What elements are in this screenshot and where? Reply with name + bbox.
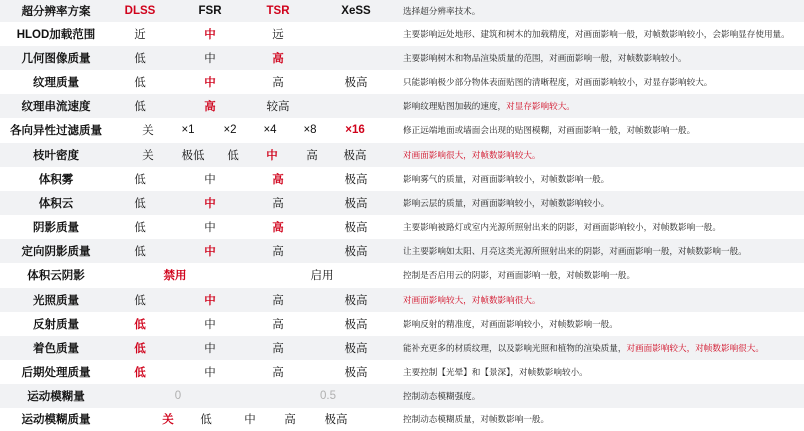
setting-description bbox=[403, 366, 588, 378]
setting-option[interactable]: 关 bbox=[162, 414, 174, 426]
setting-option[interactable]: 中 bbox=[204, 174, 216, 186]
setting-label: 光照质量 bbox=[33, 295, 79, 307]
setting-description bbox=[403, 221, 721, 233]
description-segment: 影响纹理贴图加载的速度， bbox=[403, 101, 507, 111]
setting-label: 反射质量 bbox=[33, 319, 79, 331]
description-segment: 控制动态模糊强度。 bbox=[403, 391, 481, 401]
description-segment: 对画面影响较大，对帧数影响很大。 bbox=[626, 343, 764, 353]
setting-label: 着色质量 bbox=[33, 343, 79, 355]
setting-option[interactable]: 低 bbox=[134, 222, 146, 234]
setting-option[interactable]: 关 bbox=[142, 150, 154, 162]
description-segment: 主要影响被路灯或室内光源所照射出来的阴影，对画面影响较小，对帧数影响一般。 bbox=[403, 222, 721, 232]
setting-option[interactable]: 低 bbox=[227, 150, 239, 162]
setting-description bbox=[403, 52, 687, 64]
setting-description bbox=[403, 318, 618, 330]
setting-option[interactable]: 近 bbox=[134, 29, 146, 41]
setting-option[interactable]: 低 bbox=[200, 414, 212, 426]
setting-option[interactable]: 极高 bbox=[343, 150, 367, 162]
description-segment: 影响反射的精准度，对画面影响较小，对帧数影响一般。 bbox=[403, 319, 618, 329]
setting-option[interactable]: ×16 bbox=[345, 124, 365, 136]
setting-option[interactable]: 高 bbox=[284, 414, 296, 426]
table-row bbox=[0, 118, 804, 142]
setting-option[interactable]: 极高 bbox=[344, 343, 368, 355]
setting-option[interactable]: 高 bbox=[272, 343, 284, 355]
setting-option[interactable]: ×2 bbox=[223, 124, 237, 136]
description-segment: 对画面影响很大，对帧数影响较大。 bbox=[403, 150, 541, 160]
setting-description bbox=[403, 342, 764, 354]
table-row bbox=[0, 288, 804, 312]
description-segment: 控制动态模糊质量，对帧数影响一般。 bbox=[403, 414, 550, 424]
setting-description bbox=[403, 269, 635, 281]
setting-label: 运动模糊量 bbox=[27, 391, 85, 403]
table-row bbox=[0, 336, 804, 360]
description-segment: 对画面影响较大，对帧数影响很大。 bbox=[403, 295, 541, 305]
setting-option[interactable]: 低 bbox=[134, 101, 146, 113]
setting-description bbox=[403, 390, 480, 402]
setting-option[interactable]: 中 bbox=[204, 343, 216, 355]
table-row bbox=[0, 191, 804, 215]
setting-label: 体积云 bbox=[38, 198, 74, 210]
setting-description bbox=[403, 124, 695, 136]
description-segment: 主要影响树木和物品渲染质量的范围，对画面影响一般，对帧数影响较小。 bbox=[403, 53, 687, 63]
setting-label: HLOD加载范围 bbox=[16, 29, 96, 41]
table-row bbox=[0, 312, 804, 336]
setting-option[interactable]: 高 bbox=[272, 246, 284, 258]
setting-option[interactable]: 高 bbox=[272, 222, 284, 234]
setting-option[interactable]: 低 bbox=[134, 295, 146, 307]
setting-label: 各向异性过滤质量 bbox=[10, 125, 102, 137]
setting-option[interactable]: 极低 bbox=[181, 150, 205, 162]
description-segment: 能补充更多的材质纹理，以及影响光照和植物的渲染质量， bbox=[403, 343, 627, 353]
table-row bbox=[0, 239, 804, 263]
table-row bbox=[0, 94, 804, 118]
setting-option[interactable]: 中 bbox=[204, 198, 216, 210]
setting-option[interactable]: 中 bbox=[204, 295, 216, 307]
setting-option[interactable]: 极高 bbox=[344, 222, 368, 234]
setting-label: 几何图像质量 bbox=[21, 53, 91, 65]
setting-option[interactable]: 中 bbox=[244, 414, 256, 426]
setting-option[interactable]: 高 bbox=[272, 295, 284, 307]
setting-option[interactable]: 关 bbox=[142, 125, 154, 137]
description-segment: 控制是否启用云的阴影，对画面影响一般，对帧数影响一般。 bbox=[403, 270, 636, 280]
description-segment: 影响云层的质量，对画面影响较小，对帧数影响较小。 bbox=[403, 198, 610, 208]
setting-option[interactable]: 低 bbox=[134, 174, 146, 186]
setting-option[interactable]: 低 bbox=[134, 367, 146, 379]
setting-option[interactable]: 极高 bbox=[344, 174, 368, 186]
setting-option[interactable]: 高 bbox=[272, 174, 284, 186]
description-segment: 主要影响远处地形、建筑和树木的加载精度，对画面影响一般，对帧数影响较小，会影响显存使用量。 bbox=[403, 29, 790, 39]
setting-option[interactable]: 低 bbox=[134, 198, 146, 210]
setting-option[interactable]: 0 bbox=[174, 390, 182, 402]
setting-option[interactable]: 启用 bbox=[310, 270, 334, 282]
setting-option[interactable]: 中 bbox=[204, 29, 216, 41]
setting-option[interactable]: 高 bbox=[272, 198, 284, 210]
setting-description bbox=[403, 245, 747, 257]
setting-description bbox=[403, 28, 790, 40]
setting-option[interactable]: 低 bbox=[134, 246, 146, 258]
table-header-row bbox=[0, 0, 804, 22]
table-row bbox=[0, 70, 804, 94]
table-row bbox=[0, 22, 804, 46]
setting-description bbox=[403, 149, 541, 161]
description-segment: 只能影响极少部分物体表面贴图的清晰程度，对画面影响较小，对显存影响较大。 bbox=[403, 77, 713, 87]
header-description: 选择超分辨率技术。 bbox=[403, 6, 481, 16]
table-row bbox=[0, 167, 804, 191]
table-row bbox=[0, 215, 804, 239]
setting-option[interactable]: 中 bbox=[204, 53, 216, 65]
setting-option[interactable]: 中 bbox=[204, 77, 216, 89]
setting-option[interactable]: 极高 bbox=[344, 198, 368, 210]
setting-description bbox=[403, 294, 541, 306]
setting-label: 阴影质量 bbox=[33, 222, 79, 234]
description-segment: 影响雾气的质量，对画面影响较小，对帧数影响一般。 bbox=[403, 174, 610, 184]
setting-option[interactable]: 低 bbox=[134, 343, 146, 355]
setting-option[interactable]: ×8 bbox=[303, 124, 317, 136]
setting-option[interactable]: 远 bbox=[272, 29, 284, 41]
setting-option[interactable]: 极高 bbox=[344, 295, 368, 307]
description-segment: 主要控制【光晕】和【景深】，对帧数影响较小。 bbox=[403, 367, 588, 377]
setting-description bbox=[403, 76, 712, 88]
description-segment: 对显存影响较大。 bbox=[506, 101, 575, 111]
setting-label: 纹理质量 bbox=[33, 77, 79, 89]
setting-option[interactable]: 中 bbox=[266, 150, 278, 162]
setting-label: 体积云阴影 bbox=[27, 270, 85, 282]
setting-description bbox=[403, 197, 609, 209]
table-row bbox=[0, 46, 804, 70]
header-option-fsr[interactable]: FSR bbox=[198, 5, 222, 17]
setting-option[interactable]: 极高 bbox=[324, 414, 348, 426]
setting-option[interactable]: 较高 bbox=[266, 101, 290, 113]
setting-option[interactable]: 高 bbox=[204, 101, 216, 113]
setting-option[interactable]: 低 bbox=[134, 319, 146, 331]
setting-option[interactable]: 中 bbox=[204, 319, 216, 331]
setting-label: 体积雾 bbox=[38, 174, 74, 186]
setting-label: 定向阴影质量 bbox=[21, 246, 91, 258]
setting-description bbox=[403, 413, 549, 425]
setting-option[interactable]: ×1 bbox=[181, 124, 195, 136]
setting-option[interactable]: 高 bbox=[272, 53, 284, 65]
table-row bbox=[0, 384, 804, 408]
setting-option[interactable]: 0.5 bbox=[320, 390, 336, 402]
setting-option[interactable]: 中 bbox=[204, 222, 216, 234]
setting-label: 枝叶密度 bbox=[33, 150, 79, 162]
setting-option[interactable]: 高 bbox=[272, 367, 284, 379]
setting-option[interactable]: 极高 bbox=[344, 367, 368, 379]
setting-option[interactable]: ×4 bbox=[263, 124, 277, 136]
setting-description bbox=[403, 173, 609, 185]
setting-option[interactable]: 极高 bbox=[344, 77, 368, 89]
description-segment: 修正远端地面或墙面会出现的贴图模糊，对画面影响一般，对帧数影响一般。 bbox=[403, 125, 696, 135]
setting-option[interactable]: 高 bbox=[272, 77, 284, 89]
setting-option[interactable]: 中 bbox=[204, 246, 216, 258]
table-row bbox=[0, 143, 804, 167]
setting-option[interactable]: 高 bbox=[272, 319, 284, 331]
table-row bbox=[0, 360, 804, 384]
setting-label: 后期处理质量 bbox=[21, 367, 91, 379]
header-option-xess[interactable]: XeSS bbox=[341, 5, 371, 17]
table-row bbox=[0, 263, 804, 287]
table-row bbox=[0, 407, 804, 431]
setting-description bbox=[403, 100, 575, 112]
setting-option[interactable]: 低 bbox=[134, 53, 146, 65]
setting-label: 运动模糊质量 bbox=[21, 414, 91, 426]
setting-option[interactable]: 极高 bbox=[344, 319, 368, 331]
setting-label: 纹理串流速度 bbox=[21, 101, 91, 113]
header-option-dlss[interactable]: DLSS bbox=[124, 5, 156, 17]
setting-option[interactable]: 低 bbox=[134, 77, 146, 89]
setting-option[interactable]: 禁用 bbox=[163, 270, 187, 282]
description-segment: 让主要影响如太阳、月亮这类光源所照射出来的阴影，对画面影响一般，对帧数影响一般。 bbox=[403, 246, 747, 256]
setting-option[interactable]: 极高 bbox=[344, 246, 368, 258]
setting-option[interactable]: 高 bbox=[306, 150, 318, 162]
setting-option[interactable]: 中 bbox=[204, 367, 216, 379]
header-option-tsr[interactable]: TSR bbox=[266, 5, 290, 17]
header-title: 超分辨率方案 bbox=[21, 6, 91, 18]
